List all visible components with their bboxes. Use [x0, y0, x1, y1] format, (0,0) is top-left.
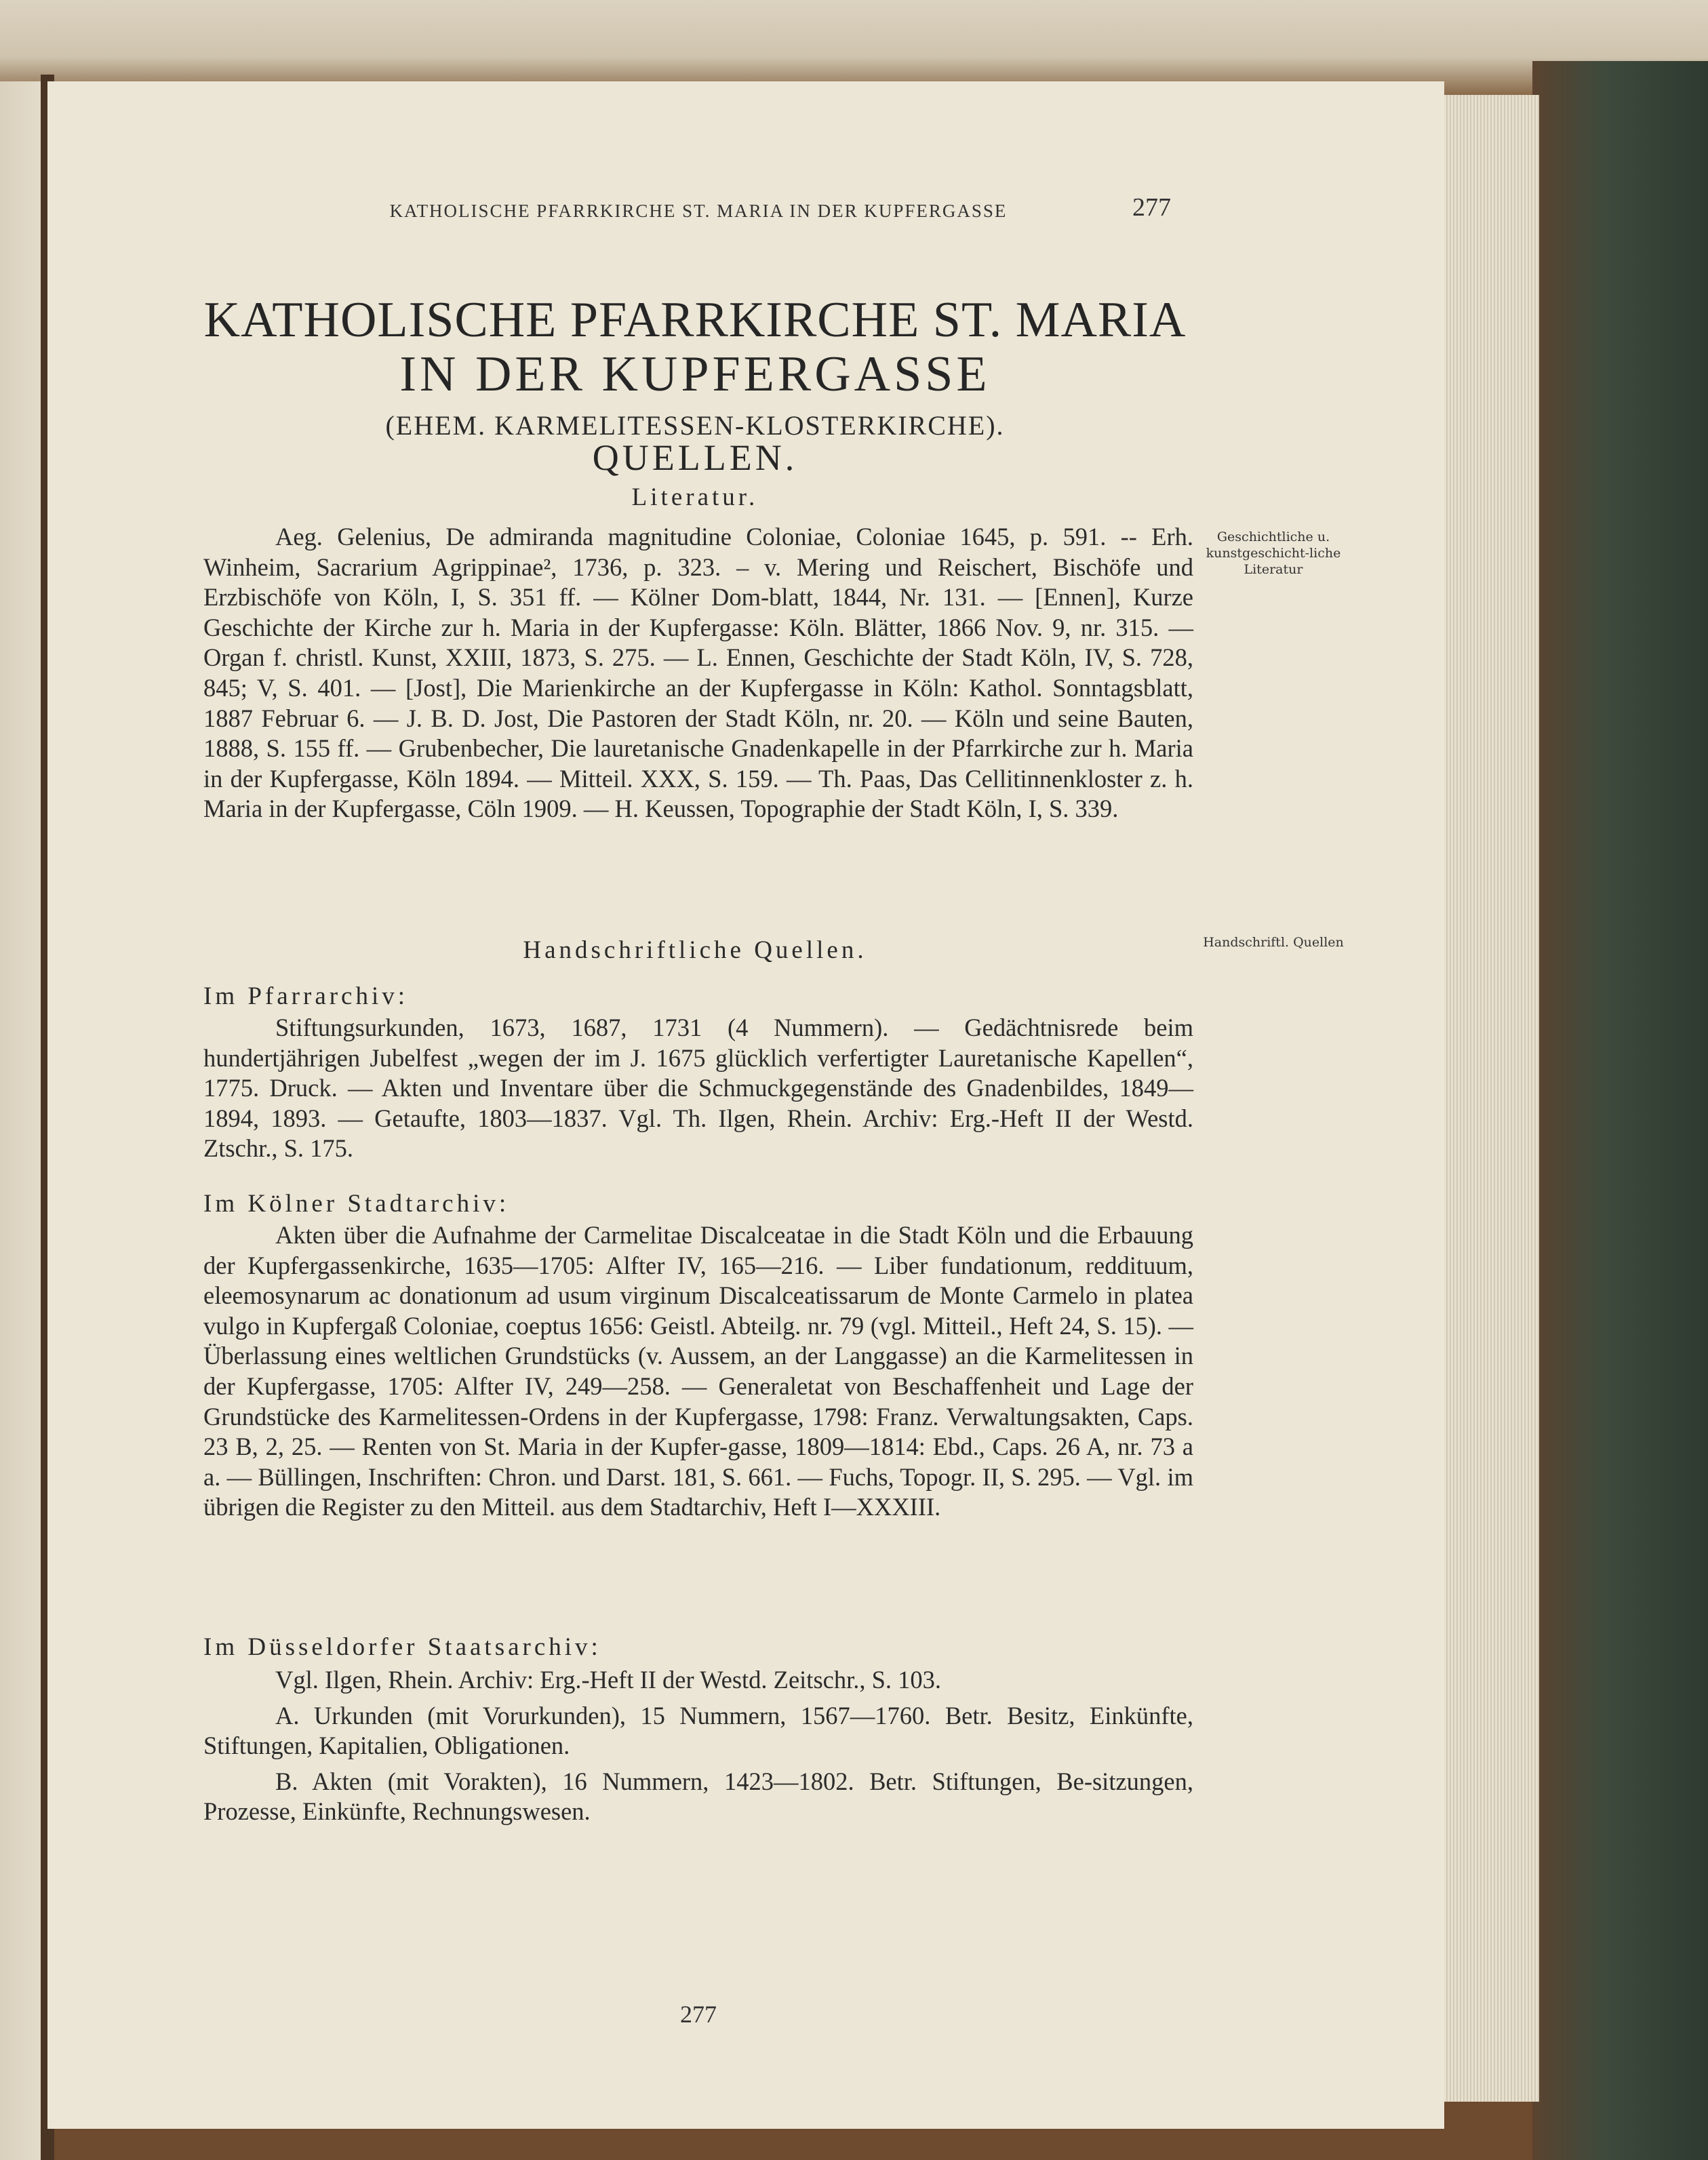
staatsarchiv-paragraph-3: B. Akten (mit Vorakten), 16 Nummern, 1423—1802. Betr. Stiftungen, Be-sitzungen, Prozesse, Einkünfte, Rechnungswesen.	[203, 1767, 1193, 1826]
pfarrarchiv-paragraph: Stiftungsurkunden, 1673, 1687, 1731 (4 Nummern). — Gedächtnisrede beim hundertjährigen Jubelfest „wegen der im J. 1675 glücklich verfertigter Lauretanische Kapellen“, 1775. Druck. — Akten und Inventare über die Schmuckgegenstände des Gnadenbildes, 1849—1894, 1893. — Getaufte, 1803—1837. Vgl. Th. Ilgen, Rhein. Archiv: Erg.-Heft II der Westd. Ztschr., S. 175.	[203, 1014, 1193, 1163]
stadtarchiv-paragraph: Akten über die Aufnahme der Carmelitae Discalceatae in die Stadt Köln und die Erbauung der Kupfergassenkirche, 1635—1705: Alfter IV, 165—216. — Liber fundationum, reddituum, eleemosynarum ac donationum ad usum virginum Discalceatissarum de Monte Carmelo in platea vulgo in Kupfergaß Coloniae, coeptus 1656: Geistl. Abteilg. nr. 79 (vgl. Mitteil., Heft 24, S. 15). — Überlassung eines weltlichen Grundstücks (v. Aussem, an der Langgasse) an die Karmelitessen in der Kupfergasse, 1705: Alfter IV, 249—258. — Generaletat von Beschaffenheit und Lage der Grundstücke des Karmelitessen-Ordens in der Kupfergasse, 1798: Franz. Verwaltungsakten, Caps. 23 B, 2, 25. — Renten von St. Maria in der Kupfer-gasse, 1809—1814: Ebd., Caps. 26 A, nr. 73 a a. — Büllingen, Inschriften: Chron. und Darst. 181, S. 661. — Fuchs, Topogr. II, S. 295. — Vgl. im übrigen die Register zu den Mitteil. aus dem Stadtarchiv, Heft I—XXXIII.	[203, 1221, 1193, 1521]
handschriftliche-heading: Handschriftliche Quellen.	[523, 936, 867, 964]
margin-note-literatur: Geschichtliche u. kunstgeschicht-liche Literatur	[1206, 529, 1341, 577]
title-line-1: KATHOLISCHE PFARRKIRCHE ST. MARIA	[203, 292, 1187, 348]
staatsarchiv-paragraph-2: A. Urkunden (mit Vorurkunden), 15 Nummern, 1567—1760. Betr. Besitz, Einkünfte, Stiftungen, Kapitalien, Obligationen.	[203, 1701, 1193, 1760]
quellen-heading: QUELLEN.	[592, 437, 798, 478]
literatur-heading: Literatur.	[631, 483, 759, 511]
staatsarchiv-paragraph-1: Vgl. Ilgen, Rhein. Archiv: Erg.-Heft II der Westd. Zeitschr., S. 103.	[275, 1666, 942, 1694]
staatsarchiv-label: Im Düsseldorfer Staatsarchiv:	[203, 1633, 601, 1661]
book-top-edge	[0, 0, 1708, 95]
title-line-2: IN DER KUPFERGASSE	[399, 346, 991, 402]
page-number-bottom: 277	[680, 2001, 717, 2028]
literatur-paragraph: Aeg. Gelenius, De admiranda magnitudine Coloniae, Coloniae 1645, p. 591. -- Erh. Winheim, Sacrarium Agrippinae², 1736, p. 323. – v. Mering und Reischert, Bischöfe und Erzbischöfe von Köln, I, S. 351 ff. — Kölner Dom-blatt, 1844, Nr. 131. — [Ennen], Kurze Geschichte der Kirche zur h. Maria in der Kupfergasse: Köln. Blätter, 1866 Nov. 9, nr. 315. — Organ f. christl. Kunst, XXIII, 1873, S. 275. — L. Ennen, Geschichte der Stadt Köln, IV, S. 728, 845; V, S. 401. — [Jost], Die Marienkirche an der Kupfergasse in Köln: Kathol. Sonntagsblatt, 1887 Februar 6. — J. B. D. Jost, Die Pastoren der Stadt Köln, nr. 20. — Köln und seine Bauten, 1888, S. 155 ff. — Grubenbecher, Die lauretanische Gnadenkapelle in der Pfarrkirche zur h. Maria in der Kupfergasse, Köln 1894. — Mitteil. XXX, S. 159. — Th. Paas, Das Cellitinnenkloster z. h. Maria in der Kupfergasse, Cöln 1909. — H. Keussen, Topographie der Stadt Köln, I, S. 339.	[203, 523, 1193, 823]
literatur-text	[203, 522, 1193, 824]
pfarrarchiv-text	[203, 1013, 1193, 1164]
running-title: KATHOLISCHE PFARRKIRCHE ST. MARIA IN DER KUPFERGASSE	[389, 201, 1008, 221]
pfarrarchiv-label: Im Pfarrarchiv:	[203, 982, 409, 1010]
stadtarchiv-text	[203, 1220, 1193, 1523]
stadtarchiv-label: Im Kölner Stadtarchiv:	[203, 1190, 510, 1218]
book-cover-edge	[1532, 61, 1708, 2160]
subtitle: (EHEM. KARMELITESSEN-KLOSTERKIRCHE).	[385, 410, 1005, 441]
page-edges	[1437, 95, 1539, 2102]
page-number-top: 277	[1132, 193, 1171, 222]
margin-note-handschriftliche: Handschriftl. Quellen	[1203, 935, 1344, 950]
staatsarchiv-text	[203, 1665, 1193, 1827]
